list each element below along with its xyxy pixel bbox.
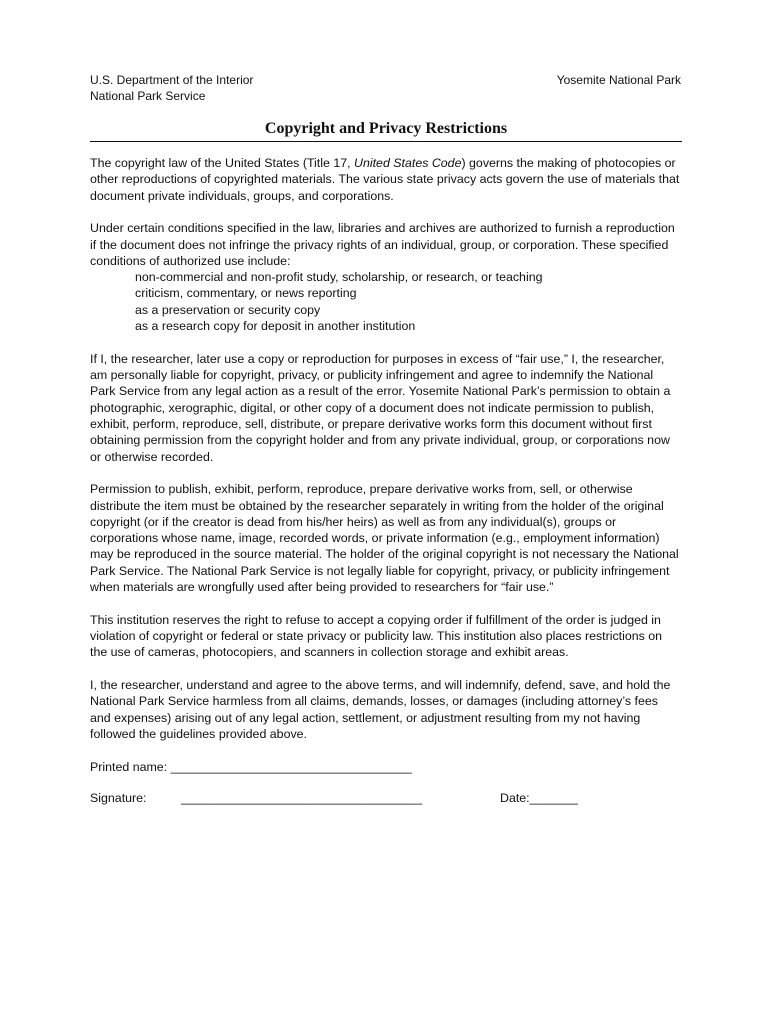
paragraph-conditions: [90, 220, 681, 334]
signature-label: Signature:: [90, 790, 147, 805]
signature-block: [90, 759, 681, 806]
p1-text-start: The copyright law of the United States (Title 17,: [90, 156, 355, 170]
paragraph-copyright-law: [90, 155, 681, 204]
service-name: National Park Service: [90, 89, 206, 103]
printed-name-field[interactable]: [90, 759, 681, 775]
signature-field[interactable]: ___________________________________: [181, 790, 423, 805]
park-name: Yosemite National Park: [556, 73, 681, 87]
paragraph-agreement: I, the researcher, understand and agree to the above terms, and will indemnify, defend, save, and hold the National Park Service harmless from all claims, demands, losses, or damages (including attorney’s fees and expenses) arising out of any legal action, settlement, or adjustment resulting from my not having followed the guidelines provided above.: [90, 677, 671, 741]
document-header: [90, 72, 681, 104]
p2-text: Under certain conditions specified in the law, libraries and archives are authorized to furnish a reproduction if the document does not infringe the privacy rights of an individual, group, or corporation. These specified conditions of authorized use include:: [90, 221, 675, 268]
paragraph-institution-rights: This institution reserves the right to refuse to accept a copying order if fulfillment of the order is judged in violation of copyright or federal or state privacy or publicity law. This institution also places restrictions on the use of cameras, photocopiers, and scanners in collection storage and exhibit areas.: [90, 612, 663, 660]
paragraph-fair-use: If I, the researcher, later use a copy or reproduction for purposes in excess of “fair use,” I, the researcher, am personally liable for copyright, privacy, or publicity infringement and agree to indemnify the National Park Service from any legal action as a result of the error. Yosemite National Park’s permission to obtain a photographic, xerographic, digital, or other copy of a document does not indicate permission to publish, exhibit, perform, reproduce, sell, distribute, or prepare derivative works form this document without first obtaining permission from the copyright holder and from any private individual, group, or corporations now or otherwise recorded.: [90, 351, 671, 464]
list-item: as a research copy for deposit in another institution: [135, 319, 416, 334]
p1-code-title: United States Code: [354, 156, 462, 170]
document-body: [90, 155, 681, 742]
document-title: Copyright and Privacy Restrictions: [90, 120, 682, 142]
list-item: as a preservation or security copy: [135, 302, 321, 317]
conditions-list: [90, 269, 681, 334]
paragraph-permission: Permission to publish, exhibit, perform, reproduce, prepare derivative works from, sell, or otherwise distribute the item must be obtained by the researcher separately in writing from the holder of the original copyright (or if the creator is dead from his/her heirs) as well as from any individual(s), groups or corporations whose name, image, recorded words, or private information (e.g., employment information) may be reproduced in the source material. The holder of the original copyright is not necessary the National Park Service. The National Park Service is not legally liable for copyright, privacy, or publicity infringement when materials are wrongfully used after being provided to researchers for “fair use.”: [90, 482, 679, 594]
department-name: U.S. Department of the Interior: [90, 73, 254, 87]
printed-name-label: Printed name: ___________________________________: [90, 759, 412, 774]
document-page: [90, 72, 681, 806]
date-field[interactable]: Date:_______: [500, 790, 578, 805]
agency-block: [90, 72, 253, 104]
list-item: non-commercial and non-profit study, scholarship, or research, or teaching: [135, 270, 543, 285]
signature-row: [90, 790, 681, 806]
list-item: criticism, commentary, or news reporting: [135, 286, 357, 301]
p1-text-end: ) governs the making of photocopies or other reproductions of copyrighted materials. The various state privacy acts govern the use of materials that document private individuals, groups, and corporations.: [90, 156, 680, 203]
